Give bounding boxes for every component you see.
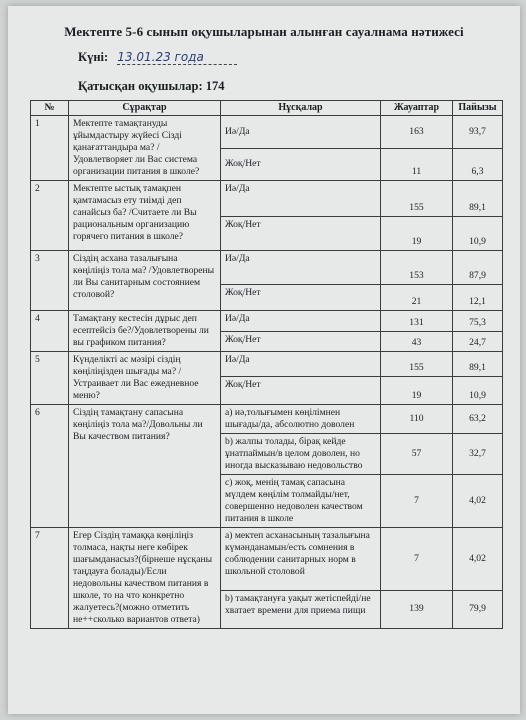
question-text: Тамақтану кестесін дұрыс деп есептейсіз бе?/Удовлетворены ли вы графиком питания?	[69, 311, 221, 352]
answer-percent: 93,7	[453, 116, 503, 149]
answer-count: 110	[381, 405, 453, 434]
option-label: c) жоқ, менің тамақ сапасына мүлдем көңілім толмайды/нет, совершенно недоволен качеством питания в школе	[221, 475, 381, 528]
answer-percent: 89,1	[453, 181, 503, 217]
question-text: Мектепте ыстық тамақпен қамтамасыз ету тиімді деп санайсыз ба? /Считаете ли Вы рациональным организацию горячего питания в школе?	[69, 181, 221, 251]
answer-percent: 10,9	[453, 377, 503, 405]
option-label: b) тамақтануға уақыт жетіспейді/не хватает времени для приема пищи	[221, 590, 381, 628]
option-label: Иә/Да	[221, 116, 381, 149]
question-text: Сіздің асхана тазалығына көңіліңіз тола ма? /Удовлетворены ли Вы санитарным состоянием столовой?	[69, 251, 221, 311]
table-header-row	[31, 101, 503, 116]
table-row	[31, 251, 503, 285]
table-row	[31, 116, 503, 149]
option-label: Жоқ/Нет	[221, 285, 381, 311]
answer-count: 155	[381, 181, 453, 217]
answer-percent: 6,3	[453, 148, 503, 181]
row-number: 2	[31, 181, 69, 251]
answer-percent: 89,1	[453, 352, 503, 377]
question-text: Мектепте тамақтануды ұйымдастыру жүйесі Сізді қанағаттандыра ма? /Удовлетворяет ли Вас система организации питания в школе?	[69, 116, 221, 181]
answer-count: 57	[381, 434, 453, 475]
answer-percent: 63,2	[453, 405, 503, 434]
option-label: Иә/Да	[221, 181, 381, 217]
answer-percent: 87,9	[453, 251, 503, 285]
answer-percent: 24,7	[453, 331, 503, 352]
answer-percent: 4,02	[453, 475, 503, 528]
answer-count: 7	[381, 528, 453, 591]
answer-count: 43	[381, 331, 453, 352]
answer-percent: 75,3	[453, 311, 503, 332]
answer-count: 19	[381, 377, 453, 405]
answer-count: 11	[381, 148, 453, 181]
option-label: Жоқ/Нет	[221, 217, 381, 251]
document-title: Мектепте 5-6 сынып оқушыларынан алынған сауалнама нәтижесі	[64, 24, 464, 39]
header-num: №	[31, 101, 69, 116]
answer-count: 139	[381, 590, 453, 628]
header-percent: Пайызы	[453, 101, 503, 116]
answer-percent: 12,1	[453, 285, 503, 311]
option-label: Иә/Да	[221, 311, 381, 332]
date-label: Күні:	[78, 50, 109, 64]
row-number: 5	[31, 352, 69, 405]
date-line	[78, 50, 237, 65]
table-row	[31, 528, 503, 591]
option-label: Иә/Да	[221, 251, 381, 285]
header-options: Нұсқалар	[221, 101, 381, 116]
survey-sheet	[8, 6, 520, 714]
header-question: Сұрақтар	[69, 101, 221, 116]
row-number: 6	[31, 405, 69, 528]
answer-count: 7	[381, 475, 453, 528]
option-label: Иә/Да	[221, 352, 381, 377]
question-text: Сіздің тамақтану сапасына көңіліңіз тола ма?/Довольны ли Вы качеством питания?	[69, 405, 221, 528]
table-row	[31, 181, 503, 217]
row-number: 1	[31, 116, 69, 181]
answer-percent: 10,9	[453, 217, 503, 251]
table-row	[31, 405, 503, 434]
question-text: Күнделікті ас мәзірі сіздің көңіліңізден шығады ма? /Устраивает ли Вас ежедневное меню?	[69, 352, 221, 405]
survey-results-table	[30, 100, 503, 629]
answer-count: 155	[381, 352, 453, 377]
answer-count: 21	[381, 285, 453, 311]
option-label: Жоқ/Нет	[221, 148, 381, 181]
answer-count: 131	[381, 311, 453, 332]
option-label: a) мектеп асханасының тазалығына күмәнданамын/есть сомнения в соблюдении санитарных норм в школьной столовой	[221, 528, 381, 591]
question-text: Егер Сіздің тамаққа көңіліңіз толмаса, нақты неге көбірек шағымданасыз?(бірнеше нұсқаны таңдауға болады)/Если недовольны качеством питания в школе, то на что конкретно жалуетесь?(можно отметить не++сколько вариантов ответа)	[69, 528, 221, 629]
option-label: a) иә,толығымен көңілімнен шығады/да, абсолютно доволен	[221, 405, 381, 434]
row-number: 7	[31, 528, 69, 629]
row-number: 3	[31, 251, 69, 311]
answer-count: 163	[381, 116, 453, 149]
option-label: b) жалпы толады, бірақ кейде ұнатпаймын/в целом доволен, но иногда высказываю недовольство	[221, 434, 381, 475]
date-handwritten: 13.01.23 года	[117, 50, 237, 65]
answer-count: 19	[381, 217, 453, 251]
option-label: Жоқ/Нет	[221, 331, 381, 352]
row-number: 4	[31, 311, 69, 352]
participants-count: Қатысқан оқушылар: 174	[78, 79, 225, 93]
answer-count: 153	[381, 251, 453, 285]
answer-percent: 79,9	[453, 590, 503, 628]
table-row	[31, 352, 503, 377]
table-row	[31, 311, 503, 332]
answer-percent: 32,7	[453, 434, 503, 475]
header-answers: Жауаптар	[381, 101, 453, 116]
option-label: Жоқ/Нет	[221, 377, 381, 405]
answer-percent: 4,02	[453, 528, 503, 591]
